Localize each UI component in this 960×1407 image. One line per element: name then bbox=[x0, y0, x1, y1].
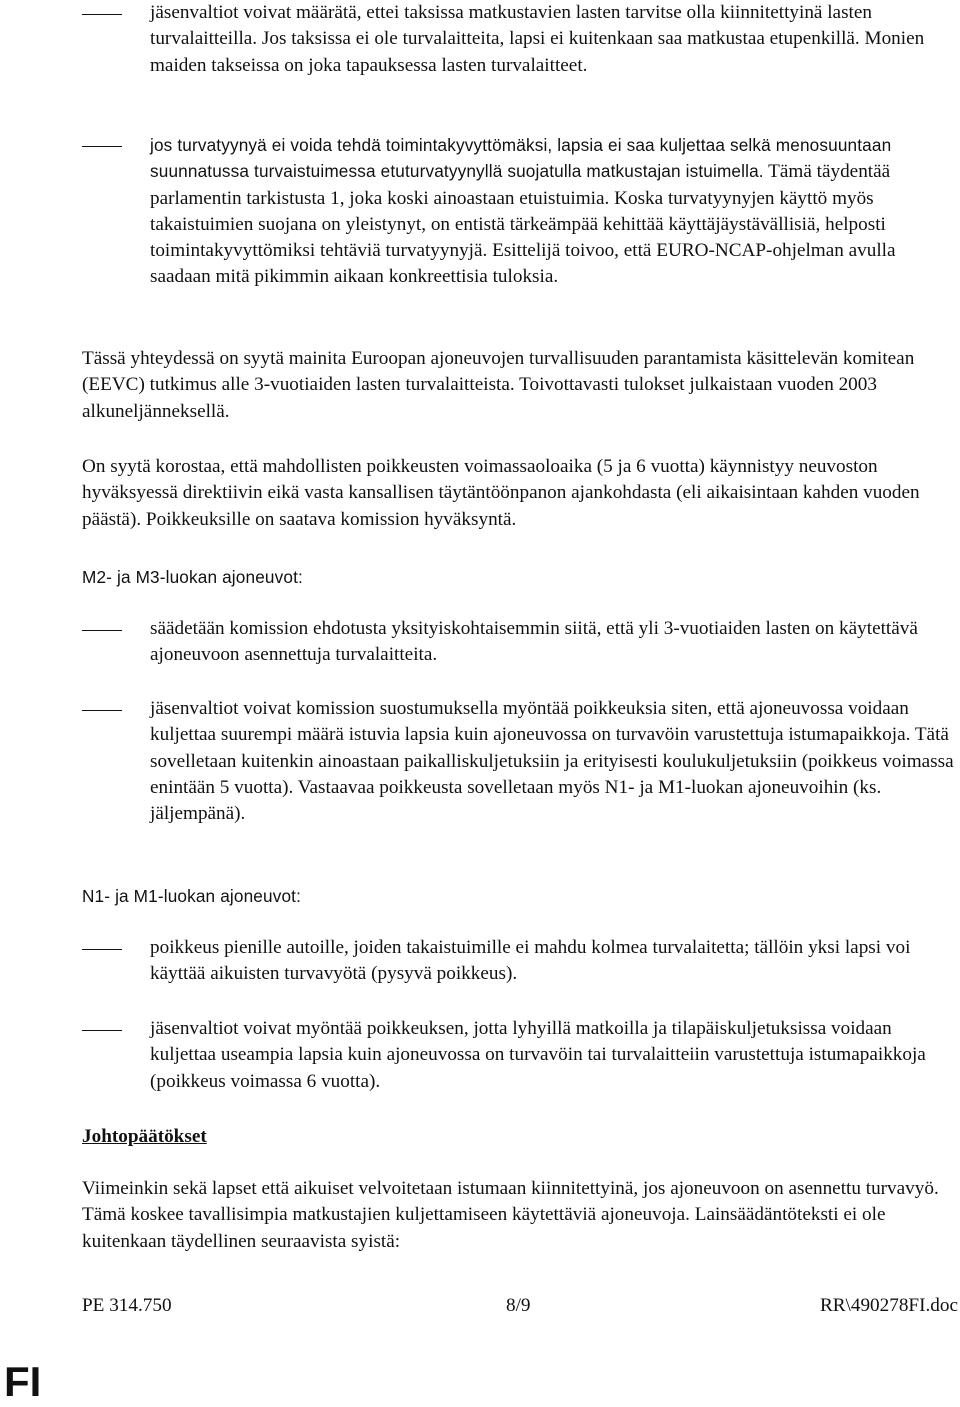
bullet-dash bbox=[82, 949, 122, 950]
section-subheading: N1- ja M1-luokan ajoneuvot: bbox=[82, 886, 302, 906]
language-code: FI bbox=[4, 1358, 42, 1405]
bullet-item-text: jäsenvaltiot voivat määrätä, ettei taksissa matkustavien lasten tarvitse olla kiinnitettyinä lasten turvalaitteilla. Jos taksissa ei ole turvalaitteita, lapsi ei kuitenkaan saa matkustaa etupenkillä. Monien maiden takseissa on joka tapauksessa lasten turvalaitteet. bbox=[150, 2, 925, 76]
bullet-dash bbox=[82, 146, 122, 147]
bullet-item-text: jäsenvaltiot voivat komission suostumuksella myöntää poikkeuksia siten, että ajoneuvossa voidaan kuljettaa suurempi määrä istuvia lapsia kuin ajoneuvossa on turvavöin varustettuja istumapaikkoja. Tätä sovelletaan kuitenkin ainoastaan paikalliskuljetuksiin ja erityisesti koulukuljetuksiin (poikkeus voimassa enintään 5 vuotta). Vastaavaa poikkeusta sovelletaan myös N1- ja M1-luokan ajoneuvoihin (ks. jäljempänä). bbox=[150, 698, 954, 825]
bullet-text-part-serif: Tämä täydentää parlamentin tarkistusta 1, joka koski ainoastaan etuistuimia. Koska turvatyynyjen käyttö myös takaistuimien suojana on yleistynyt, on entistä tärkeämpää kehittää käyttäjäystävällisiä, helposti toimintakyvyttömiksi tehtäviä turvatyynyjä. Esittelijä toivoo, että EURO-NCAP-ohjelman avulla saadaan mitä pikimmin aikaan konkreettisia tuloksia. bbox=[150, 161, 896, 288]
bullet-item-text bbox=[150, 132, 956, 291]
footer-page-number: 8/9 bbox=[506, 1295, 531, 1316]
bullet-dash bbox=[82, 1030, 122, 1031]
footer-reference: PE 314.750 bbox=[82, 1295, 172, 1316]
bullet-dash bbox=[82, 630, 122, 631]
footer-document-name: RR\490278FI.doc bbox=[819, 1295, 958, 1316]
section-subheading: M2- ja M3-luokan ajoneuvot: bbox=[82, 567, 303, 587]
conclusions-heading: Johtopäätökset bbox=[82, 1126, 207, 1147]
paragraph: On syytä korostaa, että mahdollisten poikkeusten voimassaoloaika (5 ja 6 vuotta) käynnistyy neuvoston hyväksyessä direktiivin eikä vasta kansallisen täytäntöönpanon ajankohdasta (eli aikaisintaan kahden vuoden päästä). Poikkeuksille on saatava komission hyväksyntä. bbox=[82, 456, 920, 530]
bullet-item-text: säädetään komission ehdotusta yksityiskohtaisemmin siitä, että yli 3-vuotiaiden lasten on käytettävä ajoneuvoon asennettuja turvalaitteita. bbox=[150, 618, 918, 666]
bullet-item-text: jäsenvaltiot voivat myöntää poikkeuksen, jotta lyhyillä matkoilla ja tilapäiskuljetuksissa voidaan kuljettaa useampia lapsia kuin ajoneuvossa on turvavöin tai turvalaitteiin varustettuja istumapaikkoja (poikkeus voimassa 6 vuotta). bbox=[150, 1018, 926, 1092]
bullet-dash bbox=[82, 710, 122, 711]
paragraph: Tässä yhteydessä on syytä mainita Euroopan ajoneuvojen turvallisuuden parantamista käsittelevän komitean (EEVC) tutkimus alle 3-vuotiaiden lasten turvalaitteista. Toivottavasti tulokset julkaistaan vuoden 2003 alkuneljänneksellä. bbox=[82, 348, 915, 422]
bullet-item-text: poikkeus pienille autoille, joiden takaistuimille ei mahdu kolmea turvalaitetta; tällöin yksi lapsi voi käyttää aikuisten turvavyötä (pysyvä poikkeus). bbox=[150, 937, 911, 985]
paragraph: Viimeinkin sekä lapset että aikuiset velvoitetaan istumaan kiinnitettyinä, jos ajoneuvoon on asennettu turvavyö. Tämä koskee tavallisimpia matkustajien kuljettamiseen käytettäviä ajoneuvoja. Lainsäädäntöteksti ei ole kuitenkaan täydellinen seuraavista syistä: bbox=[82, 1178, 939, 1252]
bullet-text-part-sans: jos turvatyynyä ei voida tehdä toimintakyvyttömäksi, lapsia ei saa kuljettaa selkä menosuuntaan suunnatussa turvaistuimessa etuturvatyynyllä suojatulla matkustajan istuimella. bbox=[150, 135, 892, 182]
bullet-dash bbox=[82, 14, 122, 15]
